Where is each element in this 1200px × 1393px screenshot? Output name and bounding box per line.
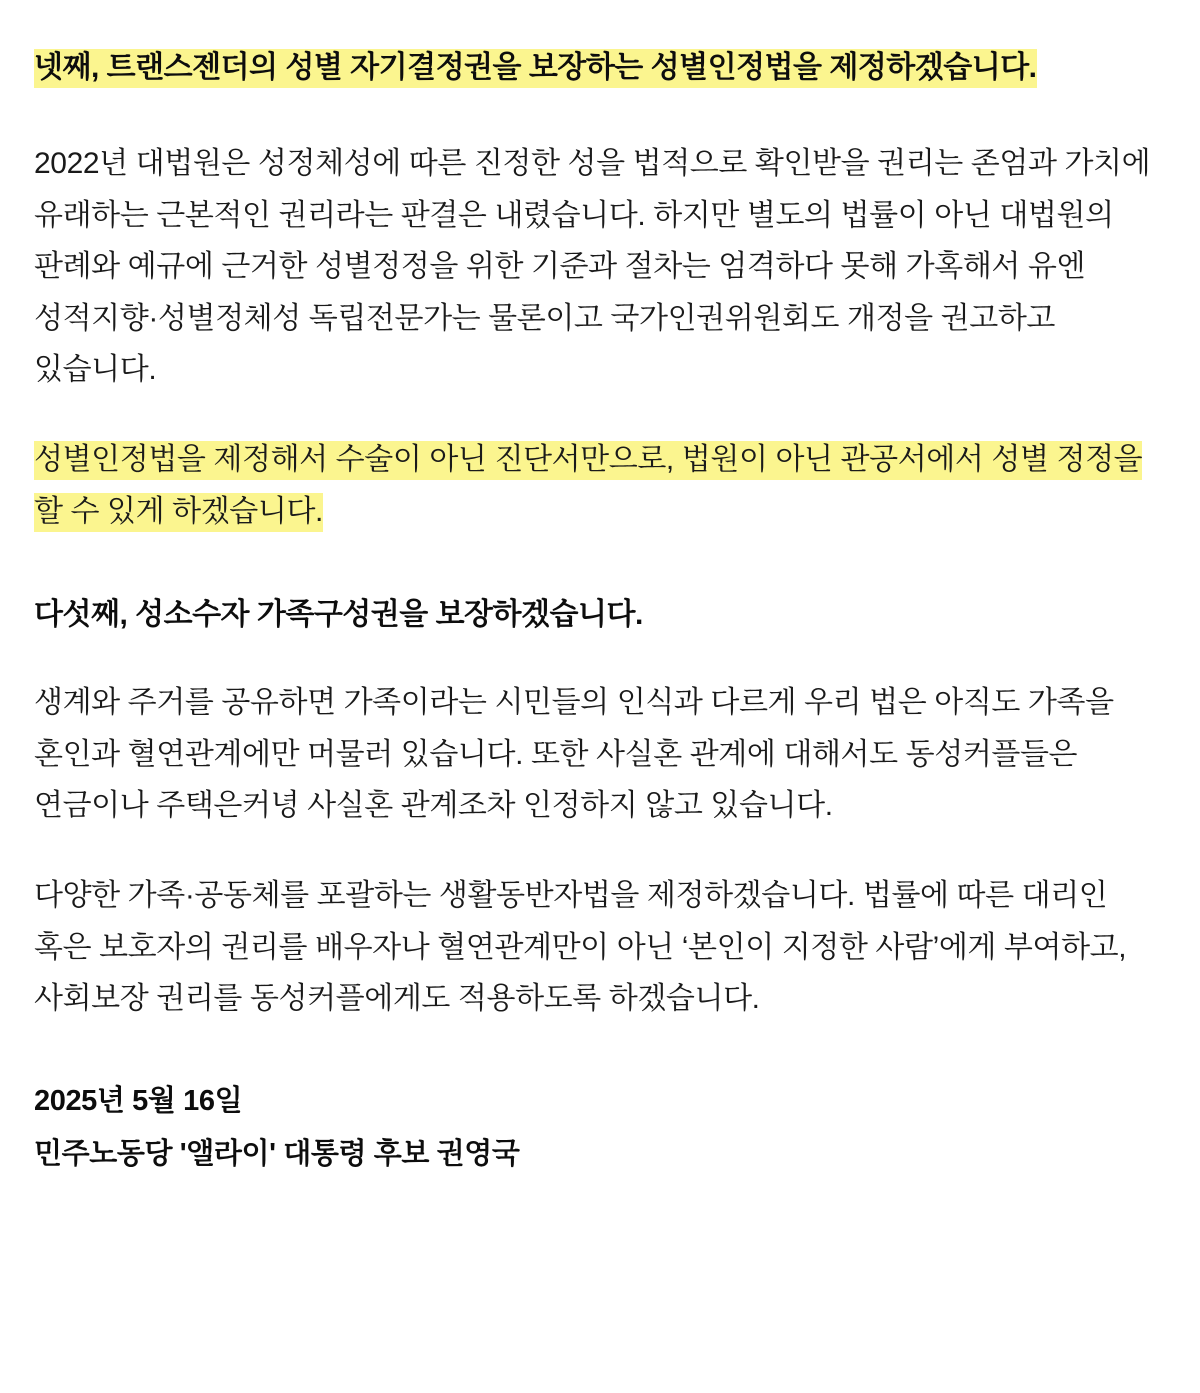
- highlight-gender-recognition-law: 성별인정법을 제정해서 수술이 아닌 진단서만으로, 법원이 아닌 관공서에서 성별 정정을 할 수 있게 하겠습니다.: [34, 441, 1142, 532]
- signature-author: 민주노동당 '앨라이' 대통령 후보 권영국: [34, 1137, 520, 1170]
- highlight-heading-fourth: 넷째, 트랜스젠더의 성별 자기결정권을 보장하는 성별인정법을 제정하겠습니다.: [34, 49, 1037, 88]
- signature-block: [34, 1079, 1166, 1177]
- section-heading-fourth: [34, 44, 1166, 92]
- section-spacer: [34, 575, 1166, 591]
- paragraph-family-recognition: 생계와 주거를 공유하면 가족이라는 시민들의 인식과 다르게 우리 법은 아직도 가족을 혼인과 혈연관계에만 머물러 있습니다. 또한 사실혼 관계에 대해서도 동성커플들은 연금이나 주택은커녕 사실혼 관계조차 인정하지 않고 있습니다.: [34, 686, 1114, 823]
- signature-date: 2025년 5월 16일: [34, 1084, 243, 1117]
- paragraph-gender-recognition-law: [34, 434, 1166, 537]
- paragraph-life-partnership: 다양한 가족·공동체를 포괄하는 생활동반자법을 제정하겠습니다. 법률에 따른 대리인 혹은 보호자의 권리를 배우자나 혈연관계만이 아닌 ‘본인이 지정한 사람’에게 부여하고, 사회보장 권리를 동성커플에게도 적용하도록 하겠습니다.: [34, 878, 1127, 1016]
- paragraph-court-2022: 2022년 대법원은 성정체성에 따른 진정한 성을 법적으로 확인받을 권리는 존엄과 가치에 유래하는 근본적인 권리라는 판결은 내렸습니다. 하지만 별도의 법률이 아닌 대법원의 판례와 예규에 근거한 성별정정을 위한 기준과 절차는 엄격하다 못해 가혹해서 유엔 성적지향·성별정체성 독립전문가는 물론이고 국가인권위원회도 개정을 권고하고 있습니다.: [34, 147, 1151, 387]
- section-heading-fifth: 다섯째, 성소수자 가족구성권을 보장하겠습니다.: [34, 598, 643, 632]
